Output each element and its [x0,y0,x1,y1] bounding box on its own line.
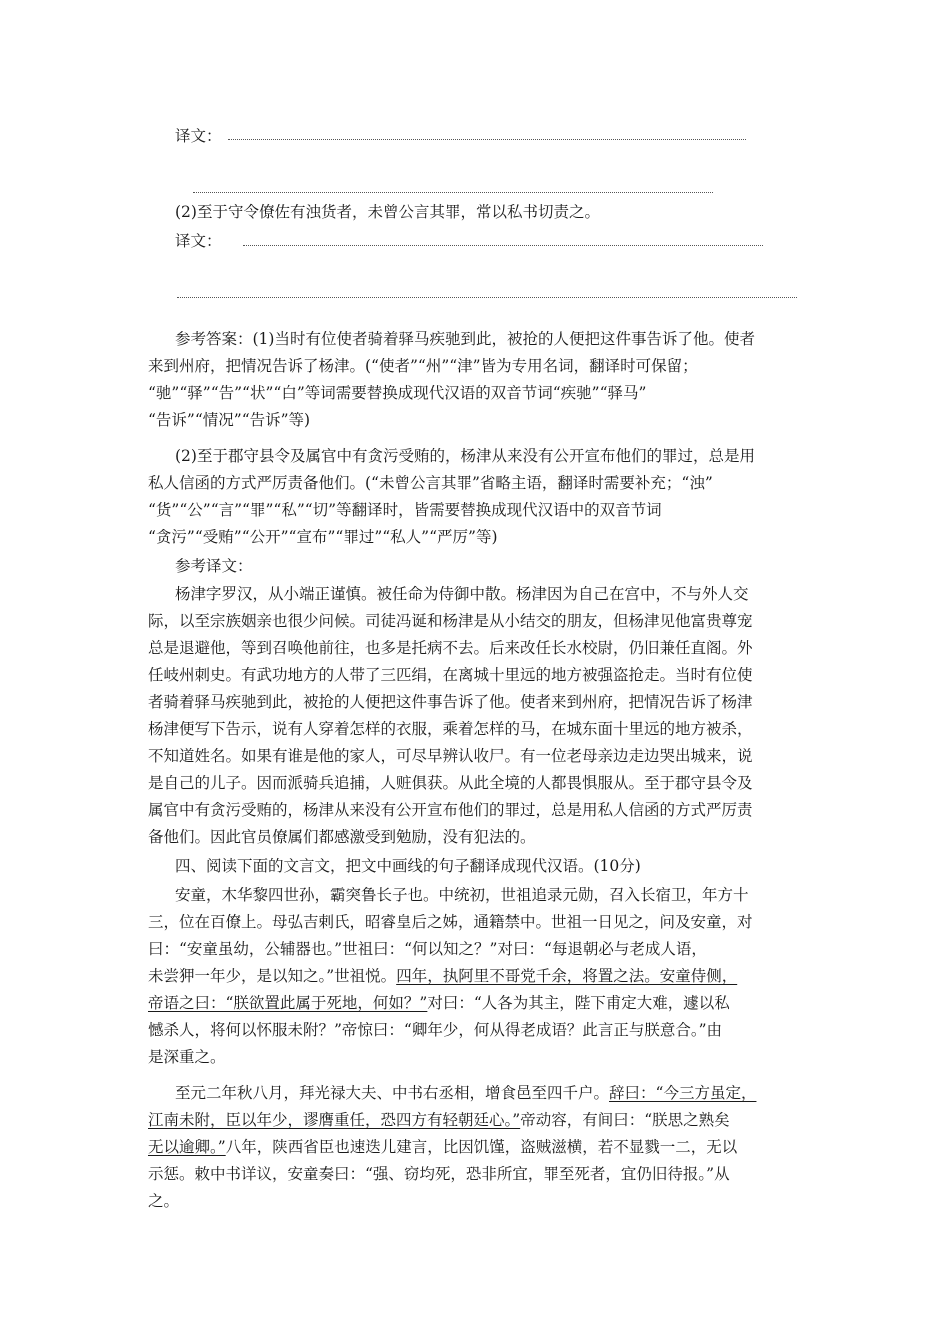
translation-line: 属官中有贪污受贿的，杨津从来没有公开宣布他们的罪过，总是用私人信函的方式严厉责 [148,801,753,819]
translation-line: 杨津字罗汉，从小端正谨慎。被任命为侍御中散。杨津因为自己在宫中，不与外人交 [175,585,749,603]
passage-line: 曰：“安童虽幼，公辅器也。”世祖曰：“何以知之？”对曰：“每退朝必与老成人语， [148,940,707,958]
answer-line: “告诉”“情况”“告诉”等) [148,411,311,429]
passage-line [175,1083,756,1103]
underlined-sentence: 辞曰：“今三方虽定， [609,1084,757,1102]
underlined-sentence: 帝语之曰：“朕欲置此属于死地，何如？” [148,994,428,1012]
passage-line: 之。 [148,1192,180,1210]
passage-line [148,1137,737,1157]
passage-line: 三，位在百僚上。母弘吉剌氏，昭睿皇后之姊，通籍禁中。世祖一日见之，问及安童，对 [148,913,753,931]
passage-line [148,1110,730,1130]
passage-text: 帝动容，有间曰：“朕思之熟矣 [520,1111,730,1129]
passage-line: 示惩。敕中书详议，安童奏曰：“强、窃均死，恐非所宜，罪至死者，宜仍旧待报。”从 [148,1165,730,1183]
passage-line: 憾杀人，将何以怀服未附？”帝惊曰：“卿年少，何从得老成语？此言正与朕意合。”由 [148,1021,723,1039]
translation-line: 是自己的儿子。因而派骑兵追捕，人赃俱获。从此全境的人都畏惧服从。至于郡守县令及 [148,774,753,792]
answer-line: “货”“公”“言”“罪”“私”“切”等翻译时，皆需要替换成现代汉语中的双音节词 [148,501,662,519]
translation-line: 任岐州刺史。有武功地方的人带了三匹绢，在离城十里远的地方被强盗抢走。当时有位使 [148,666,753,684]
q2-prompt: (2)至于守令僚佐有浊货者，未曾公言其罪，常以私书切责之。 [175,203,600,221]
translation-line: 者骑着驿马疾驰到此，被抢的人便把这件事告诉了他。使者来到州府，把情况告诉了杨津 [148,693,753,711]
translation-line: 备他们。因此官员僚属们都感激受到勉励，没有犯法的。 [148,828,536,846]
passage-text: 至元二年秋八月，拜光禄大夫、中书右丞相，增食邑至四千户。 [175,1084,610,1102]
underlined-sentence: 江南未附，臣以年少，谬膺重任，恐四方有轻朝廷心。” [148,1111,521,1129]
translation-line: 不知道姓名。如果有谁是他的家人，可尽早辨认收尸。有一位老母亲边走边哭出城来，说 [148,747,753,765]
underlined-sentence: 四年，执阿里不哥党千余，将置之法。安童侍侧， [396,967,738,985]
translation-line: 总是退避他，等到召唤他前往，也多是托病不去。后来改任长水校尉，仍旧兼任直阁。外 [148,639,753,657]
underlined-sentence: 无以逾卿。” [148,1138,226,1156]
passage-text: 八年，陕西省臣也速迭儿建言，比因饥馑，盗贼滋横，若不显戮一二，无以 [225,1138,738,1156]
section4-title: 四、阅读下面的文言文，把文中画线的句子翻译成现代汉语。(10分) [175,857,641,875]
translation-line: 际，以至宗族姻亲也很少问候。司徒冯诞和杨津是从小结交的朋友，但杨津见他富贵尊宠 [148,612,753,630]
q2-answer-line-1 [243,245,763,246]
q1-translation-label: 译文： [175,127,222,145]
passage-line [148,966,737,986]
passage-text: 未尝狎一年少，是以知之。”世祖悦。 [148,967,397,985]
q1-answer-line-2 [193,192,713,193]
answer-line: (2)至于郡守县令及属官中有贪污受贿的，杨津从来没有公开宣布他们的罪过，总是用 [175,447,755,465]
passage-line: 是深重之。 [148,1048,226,1066]
q2-translation-label: 译文： [175,232,222,250]
answer-line: 参考答案：(1)当时有位使者骑着驿马疾驰到此，被抢的人便把这件事告诉了他。使者 [175,330,755,348]
translation-heading: 参考译文： [175,557,253,575]
q1-answer-line-1 [228,139,746,140]
answer-line: 私人信函的方式严厉责备他们。(“未曾公言其罪”省略主语，翻译时需要补充；“浊” [148,474,713,492]
translation-line: 杨津便写下告示，说有人穿着怎样的衣服，乘着怎样的马，在城东面十里远的地方被杀， [148,720,753,738]
answer-line: “贪污”“受贿”“公开”“宣布”“罪过”“私人”“严厉”等) [148,528,498,546]
passage-line: 安童，木华黎四世孙，霸突鲁长子也。中统初，世祖追录元勋，召入长宿卫，年方十 [175,886,749,904]
answer-line: 来到州府，把情况告诉了杨津。(“使者”“州”“津”皆为专用名词，翻译时可保留； [148,357,698,375]
q2-answer-line-2 [177,297,797,298]
passage-text: 对曰：“人各为其主，陛下甫定大难，遽以私 [427,994,730,1012]
passage-line [148,993,730,1013]
answer-line: “驰”“驿”“告”“状”“白”等词需要替换成现代汉语的双音节词“疾驰”“驿马” [148,384,647,402]
